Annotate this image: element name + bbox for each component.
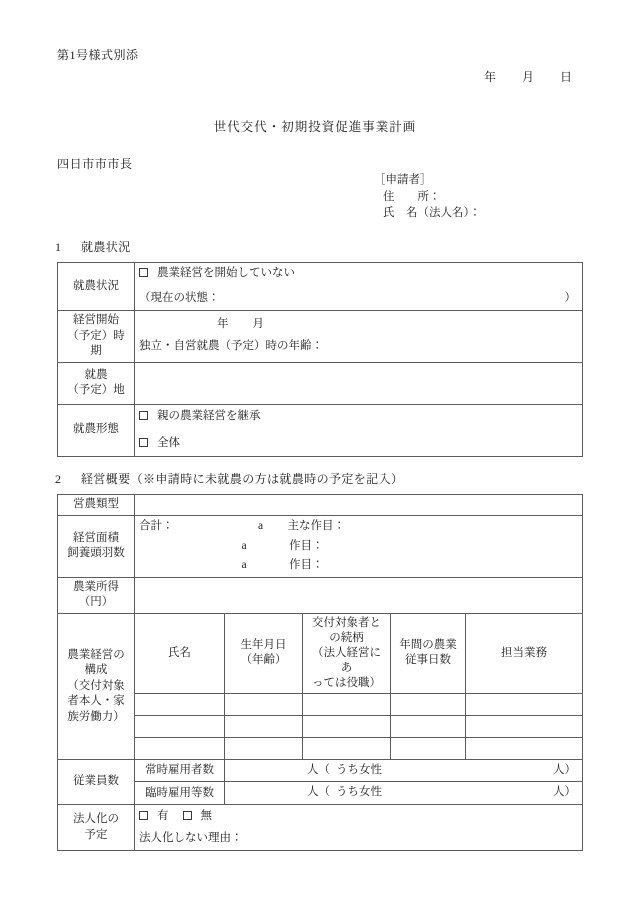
area-label-line2: 飼養頭羽数 [67, 547, 125, 560]
incorporation-options [139, 808, 578, 826]
row-label-composition [58, 613, 135, 759]
cell-relationship[interactable] [303, 737, 391, 759]
farming-form-option-2[interactable] [139, 435, 578, 453]
applicant-address-label: 住 所： [383, 190, 441, 203]
area-total-unit: a [257, 519, 264, 532]
area-label-line1: 経営面積 [73, 531, 119, 544]
date-day-label: 日 [559, 70, 572, 84]
table-row-location [58, 362, 583, 404]
composition-label-line1: 農業経営の [67, 648, 125, 661]
status-checkbox-label: 農業経営を開始していない [157, 267, 295, 280]
table-row [58, 693, 583, 715]
table-row-area [58, 515, 583, 577]
area-row-1-unit: a [241, 540, 247, 553]
regular-female-label: うち女性 [336, 763, 382, 776]
checkbox-icon[interactable] [139, 811, 148, 820]
composition-label-line5: 族労働力） [67, 710, 125, 723]
area-main-crop-label: 主な作目： [287, 519, 345, 532]
applicant-name-label: 氏 名（法人名）： [383, 207, 481, 220]
incorporation-label-line2: 予定 [84, 828, 108, 841]
income-label-line2: （円） [78, 596, 114, 609]
section-1-number: 1 [55, 240, 62, 254]
start-period-year: 年 [217, 318, 229, 331]
area-row-2 [139, 557, 578, 575]
cell-name[interactable] [135, 737, 225, 759]
temporary-count-unit: 人（ [307, 786, 330, 799]
checkbox-icon[interactable] [183, 811, 192, 820]
column-header-relationship-line2: の続柄 [329, 631, 364, 644]
section-1-title: 就農状況 [81, 240, 131, 254]
applicant-heading: ［申請者］ [374, 174, 432, 186]
table-row-composition-header [58, 613, 583, 693]
cell-workdays[interactable] [391, 715, 466, 737]
column-header-relationship [303, 613, 391, 693]
section-1-heading [55, 238, 131, 257]
cell-name[interactable] [135, 693, 225, 715]
employee-count-regular[interactable] [225, 759, 583, 782]
column-header-birthdate-line2: （年齢） [240, 654, 287, 667]
employee-type-regular: 常時雇用者数 [135, 759, 225, 782]
column-header-duties-line1: 担当業務 [501, 646, 547, 659]
location-label-line1: 就農 [84, 368, 108, 381]
temporary-female-label: うち女性 [336, 786, 382, 799]
column-header-name [135, 613, 225, 693]
checkbox-icon[interactable] [139, 438, 148, 447]
row-label-area [58, 515, 135, 577]
row-value-farming-form [135, 404, 583, 456]
column-header-workdays-line2: 従事日数 [405, 654, 451, 667]
column-header-relationship-line3: （法人経営にあ [312, 646, 381, 674]
area-row-1-label: 作目： [289, 540, 324, 553]
column-header-birthdate-line1: 生年月日 [240, 639, 287, 652]
farming-form-option-1[interactable] [139, 408, 578, 426]
area-row-2-unit: a [241, 559, 247, 572]
incorporation-option-yes: 有 [157, 809, 169, 822]
table-row-regular-employees [58, 759, 583, 782]
start-period-label-line2: （予定）時期 [67, 329, 125, 358]
table-row-incorporation [58, 805, 583, 851]
section-2-title: 経営概要（※申請時に未就農の方は就農時の予定を記入） [81, 472, 404, 486]
table-row-farming-type [58, 495, 583, 516]
row-label-employees: 従業員数 [58, 759, 135, 805]
temporary-female-unit: 人） [553, 786, 577, 799]
cell-name[interactable] [135, 715, 225, 737]
row-label-start-period [58, 311, 135, 363]
column-header-name-line1: 氏名 [168, 646, 191, 659]
farming-form-option-1-label: 親の農業経営を継承 [157, 409, 261, 422]
column-header-duties [466, 613, 583, 693]
row-value-location[interactable] [135, 362, 583, 404]
row-value-incorporation [135, 805, 583, 851]
composition-label-line4: 者本人・家 [67, 695, 125, 708]
start-period-year-month [139, 316, 578, 334]
section-2-heading [55, 470, 403, 489]
cell-workdays[interactable] [391, 693, 466, 715]
income-label-line1: 農業所得 [73, 580, 119, 593]
table-row-temporary-employees [58, 782, 583, 805]
composition-label-line2: 構成 [84, 664, 108, 677]
cell-duties[interactable] [466, 715, 583, 737]
column-header-relationship-line4: っては役職） [312, 676, 381, 689]
form-number: 第1号様式別添 [57, 48, 139, 62]
status-checkbox-row[interactable] [139, 265, 578, 283]
incorporation-label-line1: 法人化の [73, 813, 119, 826]
start-period-month: 月 [252, 318, 264, 331]
row-label-farming-type: 営農類型 [58, 495, 135, 516]
table-row-income [58, 577, 583, 613]
column-header-workdays-line1: 年間の農業 [399, 639, 457, 652]
start-period-age-label: 独立・自営就農（予定）時の年齢： [139, 340, 323, 353]
cell-workdays[interactable] [391, 737, 466, 759]
employee-count-temporary[interactable] [225, 782, 583, 805]
row-label-status: 就農状況 [58, 263, 135, 311]
column-header-workdays [391, 613, 466, 693]
row-label-farming-form: 就農形態 [58, 404, 135, 456]
checkbox-icon[interactable] [139, 268, 148, 277]
area-total-label: 合計： [139, 519, 174, 532]
employee-type-temporary: 臨時雇用等数 [135, 782, 225, 805]
date-month-label: 月 [521, 70, 534, 84]
cell-birthdate[interactable] [225, 693, 303, 715]
column-header-birthdate [225, 613, 303, 693]
date-line [0, 68, 582, 87]
current-state-label: （現在の状態： [139, 292, 220, 304]
table-row [58, 737, 583, 759]
row-value-income[interactable] [135, 577, 583, 613]
farming-form-option-2-label: 全体 [157, 436, 180, 449]
cell-birthdate[interactable] [225, 737, 303, 759]
composition-label-line3: （交付対象 [67, 679, 125, 692]
applicant-block [374, 172, 481, 222]
cell-duties[interactable] [466, 737, 583, 759]
area-row-2-label: 作目： [289, 559, 324, 572]
table-row-farming-form [58, 404, 583, 456]
regular-female-unit: 人） [553, 763, 577, 776]
cell-duties[interactable] [466, 693, 583, 715]
current-state-row [139, 290, 578, 308]
regular-count-unit: 人（ [307, 763, 330, 776]
management-overview-table [57, 494, 583, 851]
table-row-start-period [58, 311, 583, 363]
cell-relationship[interactable] [303, 715, 391, 737]
start-period-label-line1: 経営開始 [73, 314, 119, 326]
checkbox-icon[interactable] [139, 411, 148, 420]
cell-relationship[interactable] [303, 693, 391, 715]
row-value-farming-type[interactable] [135, 495, 583, 516]
row-value-area[interactable] [135, 515, 583, 577]
table-row [58, 715, 583, 737]
cell-birthdate[interactable] [225, 715, 303, 737]
row-value-status [135, 263, 583, 311]
table-row-status [58, 263, 583, 311]
row-label-incorporation [58, 805, 135, 851]
location-label-line2: （予定）地 [67, 384, 125, 397]
date-year-label: 年 [483, 70, 496, 84]
incorporation-reason-label[interactable]: 法人化しない理由： [139, 831, 243, 844]
section-2-number: 2 [55, 472, 62, 486]
row-label-location [58, 362, 135, 404]
area-total-line [139, 518, 578, 536]
row-value-start-period[interactable] [135, 311, 583, 363]
incorporation-option-no: 無 [200, 809, 212, 822]
employment-status-table [57, 262, 583, 457]
page-title: 世代交代・初期投資促進事業計画 [213, 120, 417, 134]
row-label-income [58, 577, 135, 613]
area-row-1 [139, 538, 578, 556]
current-state-close: ） [564, 292, 576, 304]
column-header-relationship-line1: 交付対象者と [312, 616, 381, 629]
addressee: 四日市市市長 [57, 157, 133, 171]
